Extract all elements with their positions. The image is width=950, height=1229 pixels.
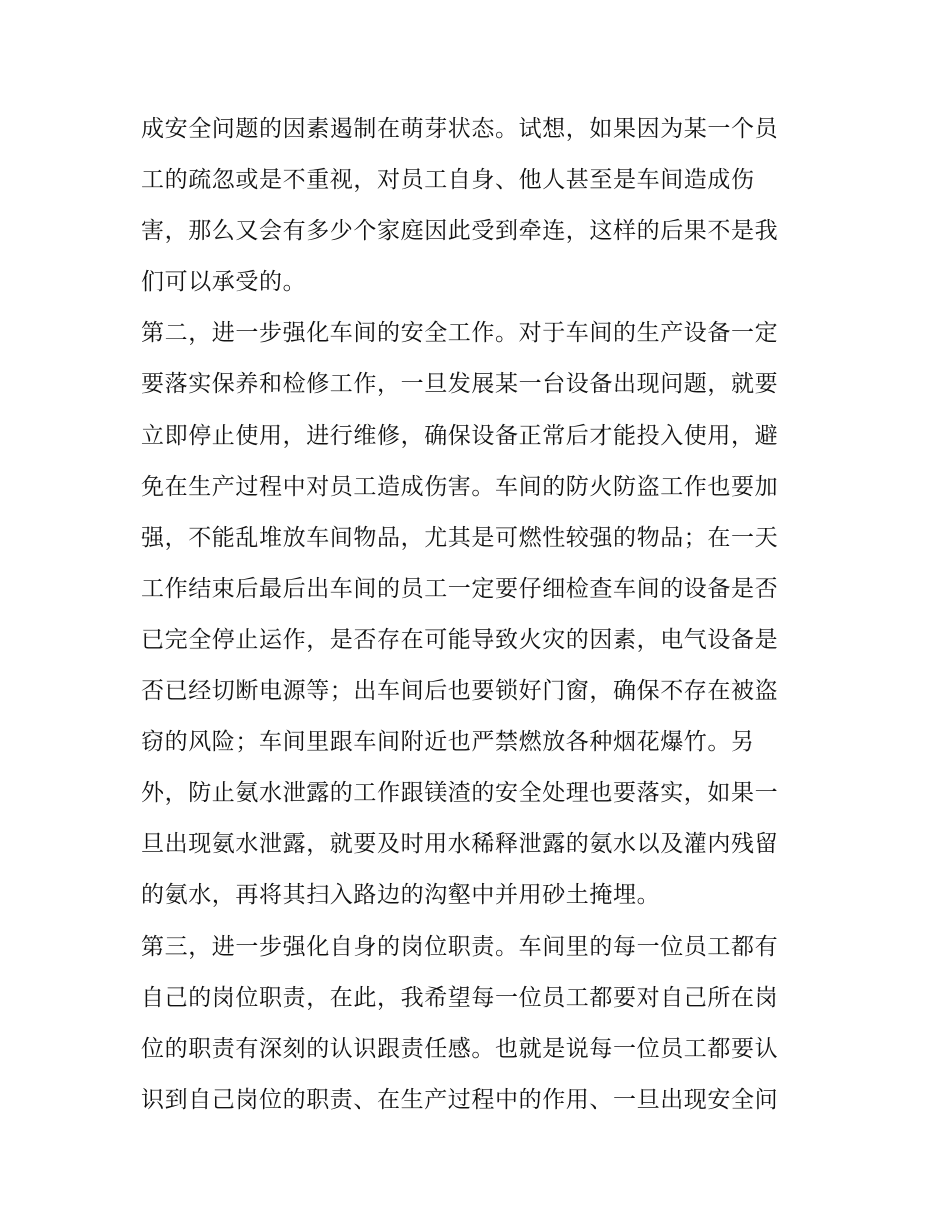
text-line-9: 强，不能乱堆放车间物品，尤其是可燃性较强的物品；在一天: [141, 524, 779, 551]
text-line-3: 害，那么又会有多少个家庭因此受到牵连，这样的后果不是我: [141, 218, 779, 245]
text-line-10: 工作结束后最后出车间的员工一定要仔细检查车间的设备是否: [141, 575, 779, 602]
text-line-12: 否已经切断电源等；出车间后也要锁好门窗，确保不存在被盗: [141, 678, 779, 705]
text-line-1: 成安全问题的因素遏制在萌芽状态。试想，如果因为某一个员: [141, 116, 779, 142]
text-line-8: 免在生产过程中对员工造成伤害。车间的防火防盗工作也要加: [141, 473, 779, 500]
text-line-4: 们可以承受的。: [141, 269, 307, 296]
text-line-16: 的氨水，再将其扫入路边的沟壑中并用砂土掩埋。: [141, 882, 661, 909]
text-line-6: 要落实保养和检修工作，一旦发展某一台设备出现问题，就要: [141, 371, 779, 398]
text-line-11: 已完全停止运作，是否存在可能导致火灾的因素，电气设备是: [141, 626, 779, 653]
text-line-17: 第三，进一步强化自身的岗位职责。车间里的每一位员工都有: [141, 933, 779, 960]
body-text: [141, 104, 811, 1126]
text-line-7: 立即停止使用，进行维修，确保设备正常后才能投入使用，避: [141, 422, 779, 449]
text-line-19: 位的职责有深刻的认识跟责任感。也就是说每一位员工都要认: [141, 1035, 779, 1062]
text-line-14: 外，防止氨水泄露的工作跟镁渣的安全处理也要落实，如果一: [141, 780, 779, 807]
text-line-20: 识到自己岗位的职责、在生产过程中的作用、一旦出现安全问: [141, 1086, 779, 1113]
text-line-5: 第二，进一步强化车间的安全工作。对于车间的生产设备一定: [141, 320, 779, 347]
text-line-13: 窃的风险；车间里跟车间附近也严禁燃放各种烟花爆竹。另: [141, 729, 755, 756]
text-line-2: 工的疏忽或是不重视，对员工自身、他人甚至是车间造成伤: [141, 167, 755, 194]
text-line-15: 旦出现氨水泄露，就要及时用水稀释泄露的氨水以及灌内残留: [141, 831, 779, 858]
text-line-18: 自己的岗位职责，在此，我希望每一位员工都要对自己所在岗: [141, 984, 779, 1011]
